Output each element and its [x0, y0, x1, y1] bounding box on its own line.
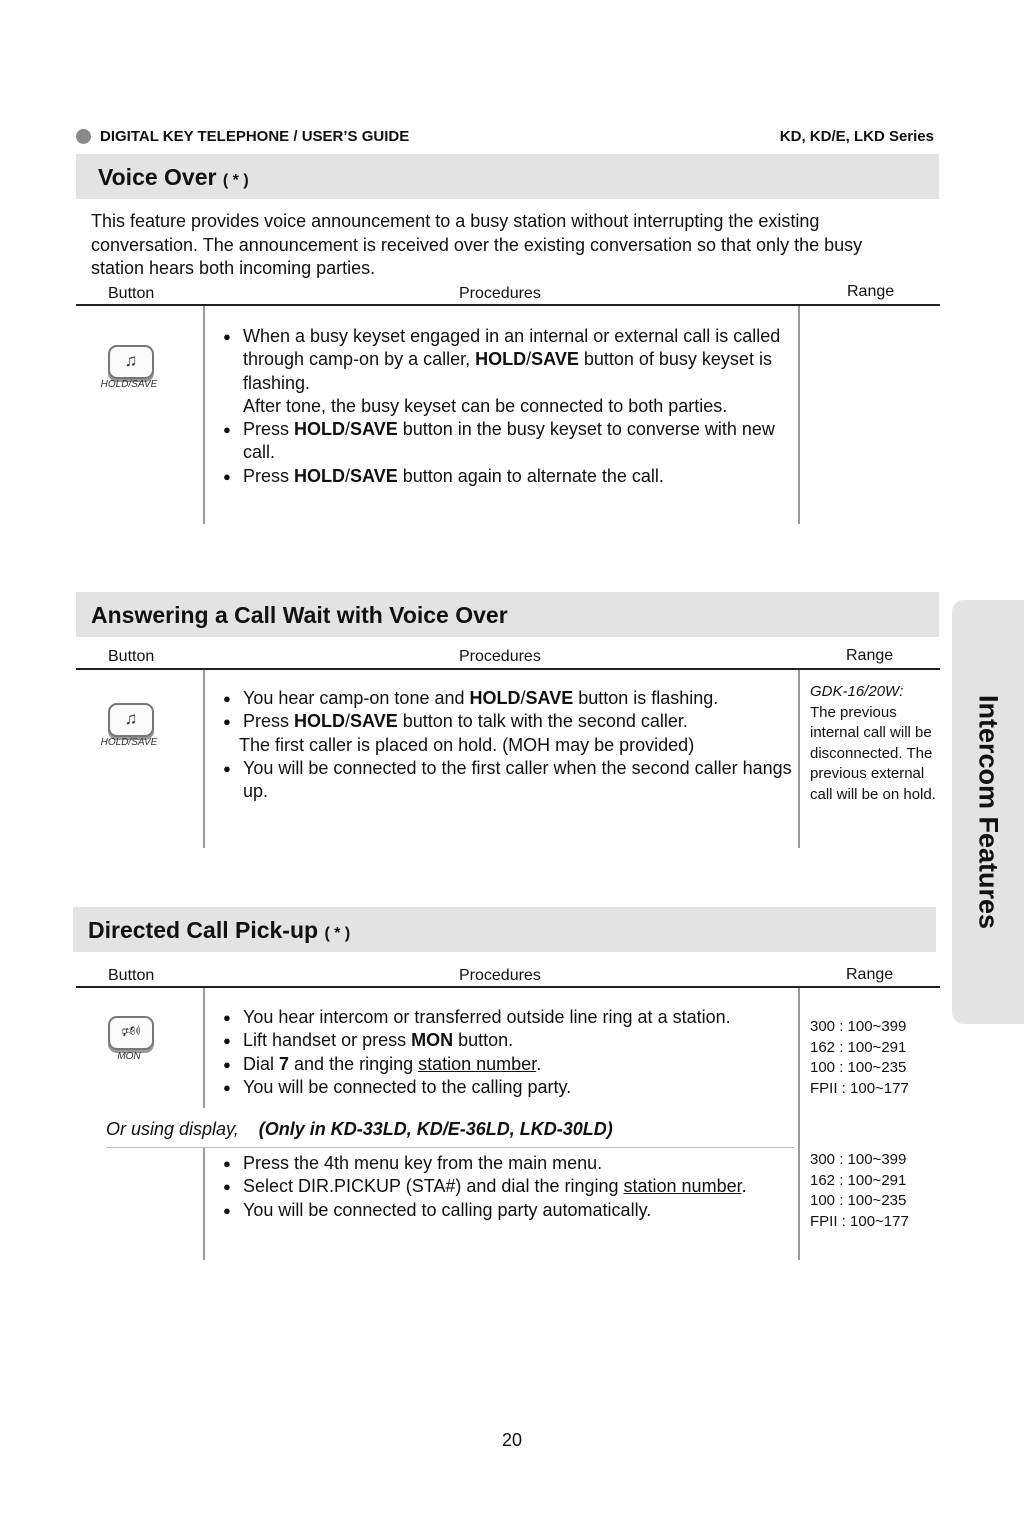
procedure-list: [223, 1152, 798, 1222]
side-tab-label: Intercom Features: [973, 694, 1004, 930]
list-item: ● Press HOLD/SAVE button to talk with the second caller. The first caller is placed on hold. (MOH may be provided): [223, 711, 695, 755]
section-title-bar: [73, 907, 936, 952]
header-series: KD, KD/E, LKD Series: [779, 128, 934, 145]
divider: [106, 1147, 794, 1148]
column-header-range: Range: [846, 966, 894, 983]
header-bullet-icon: [76, 129, 91, 144]
column-header-button: Button: [108, 285, 155, 302]
alt-method-label: Or using display, (Only in KD-33LD, KD/E-36LD, LKD-30LD): [106, 1119, 613, 1139]
table-rule: [76, 668, 940, 670]
bullet-icon: ●: [223, 1156, 231, 1171]
column-divider: [203, 670, 205, 848]
list-item: ● Dial 7 and the ringing station number.: [223, 1053, 793, 1076]
list-item: ● You will be connected to calling party automatically.: [223, 1199, 798, 1222]
list-item: ● When a busy keyset engaged in an internal or external call is called through camp-on by a caller, HOLD/SAVE button of busy keyset is flashing. After tone, the busy keyset can be connected to both parties.: [223, 326, 781, 416]
bullet-icon: ●: [223, 760, 231, 776]
list-item: ● Select DIR.PICKUP (STA#) and dial the ringing station number.: [223, 1175, 798, 1198]
bullet-icon: ●: [223, 1179, 231, 1195]
section-title-bar: [76, 154, 939, 199]
table-rule: [76, 986, 940, 988]
section-title: Answering a Call Wait with Voice Over: [91, 602, 508, 628]
column-header-procedures: Procedures: [459, 648, 541, 665]
bullet-icon: ●: [223, 1079, 231, 1095]
column-divider: [203, 306, 205, 524]
list-item: ● You hear intercom or transferred outside line ring at a station.: [223, 1006, 793, 1029]
list-item: ● Lift handset or press MON button.: [223, 1029, 793, 1052]
hold-save-button-icon: ♫: [108, 345, 154, 379]
list-item: ● You will be connected to the first caller when the second caller hangs up.: [223, 757, 792, 802]
bullet-icon: ●: [223, 329, 231, 344]
bullet-icon: ●: [223, 422, 231, 438]
column-divider: [203, 1148, 205, 1260]
bullet-icon: ●: [223, 1033, 231, 1049]
header-title: DIGITAL KEY TELEPHONE / USER’S GUIDE: [100, 128, 410, 145]
column-header-range: Range: [847, 283, 895, 300]
hold-save-button-icon: ♫: [108, 703, 154, 737]
column-header-button: Button: [108, 648, 155, 665]
section-title-bar: [76, 592, 939, 637]
page-number: 20: [501, 1430, 523, 1450]
bullet-icon: ●: [223, 468, 231, 484]
list-item: ● You will be connected to the calling party.: [223, 1076, 793, 1099]
bullet-icon: ●: [223, 1202, 231, 1218]
speaker-icon: 🕬: [108, 1016, 154, 1050]
column-header-range: Range: [846, 647, 894, 664]
column-divider: [798, 988, 800, 1260]
bullet-icon: ●: [223, 714, 231, 730]
list-item: ● Press the 4th menu key from the main menu.: [223, 1152, 798, 1175]
procedure-list: [223, 687, 793, 803]
list-item: ● You hear camp-on tone and HOLD/SAVE button is flashing.: [223, 687, 793, 710]
column-divider: [798, 306, 800, 524]
procedure-list: [223, 1006, 793, 1099]
button-label: MON: [117, 1051, 141, 1062]
procedure-list: [223, 325, 793, 488]
range-note: GDK-16/20W: The previous internal call will be disconnected. The previous external call will be on hold.: [810, 683, 936, 803]
section-intro: This feature provides voice announcement to a busy station without interrupting the existing conversation. The announcement is received over the existing conversation so that only the busy station hears both incoming parties.: [91, 211, 863, 278]
column-header-button: Button: [108, 967, 155, 984]
range-values: 300 : 100~399 162 : 100~291 100 : 100~235 FPII : 100~177: [810, 1018, 909, 1097]
range-values: 300 : 100~399 162 : 100~291 100 : 100~235 FPII : 100~177: [810, 1151, 909, 1230]
section-title: Directed Call Pick-up ( * ): [88, 917, 351, 943]
bullet-icon: ●: [223, 1056, 231, 1072]
bullet-icon: ●: [223, 1010, 231, 1025]
button-label: HOLD/SAVE: [100, 737, 158, 748]
section-title: Voice Over ( * ): [98, 164, 249, 190]
list-item: ● Press HOLD/SAVE button in the busy keyset to converse with new call.: [223, 419, 775, 463]
column-header-procedures: Procedures: [459, 285, 541, 302]
table-rule: [76, 304, 940, 306]
list-item: ● Press HOLD/SAVE button again to alternate the call.: [223, 465, 793, 488]
column-divider: [203, 988, 205, 1108]
column-header-procedures: Procedures: [459, 967, 541, 984]
column-divider: [798, 670, 800, 848]
side-tab: [952, 600, 1024, 1024]
button-label: HOLD/SAVE: [100, 379, 158, 390]
bullet-icon: ●: [223, 691, 231, 706]
